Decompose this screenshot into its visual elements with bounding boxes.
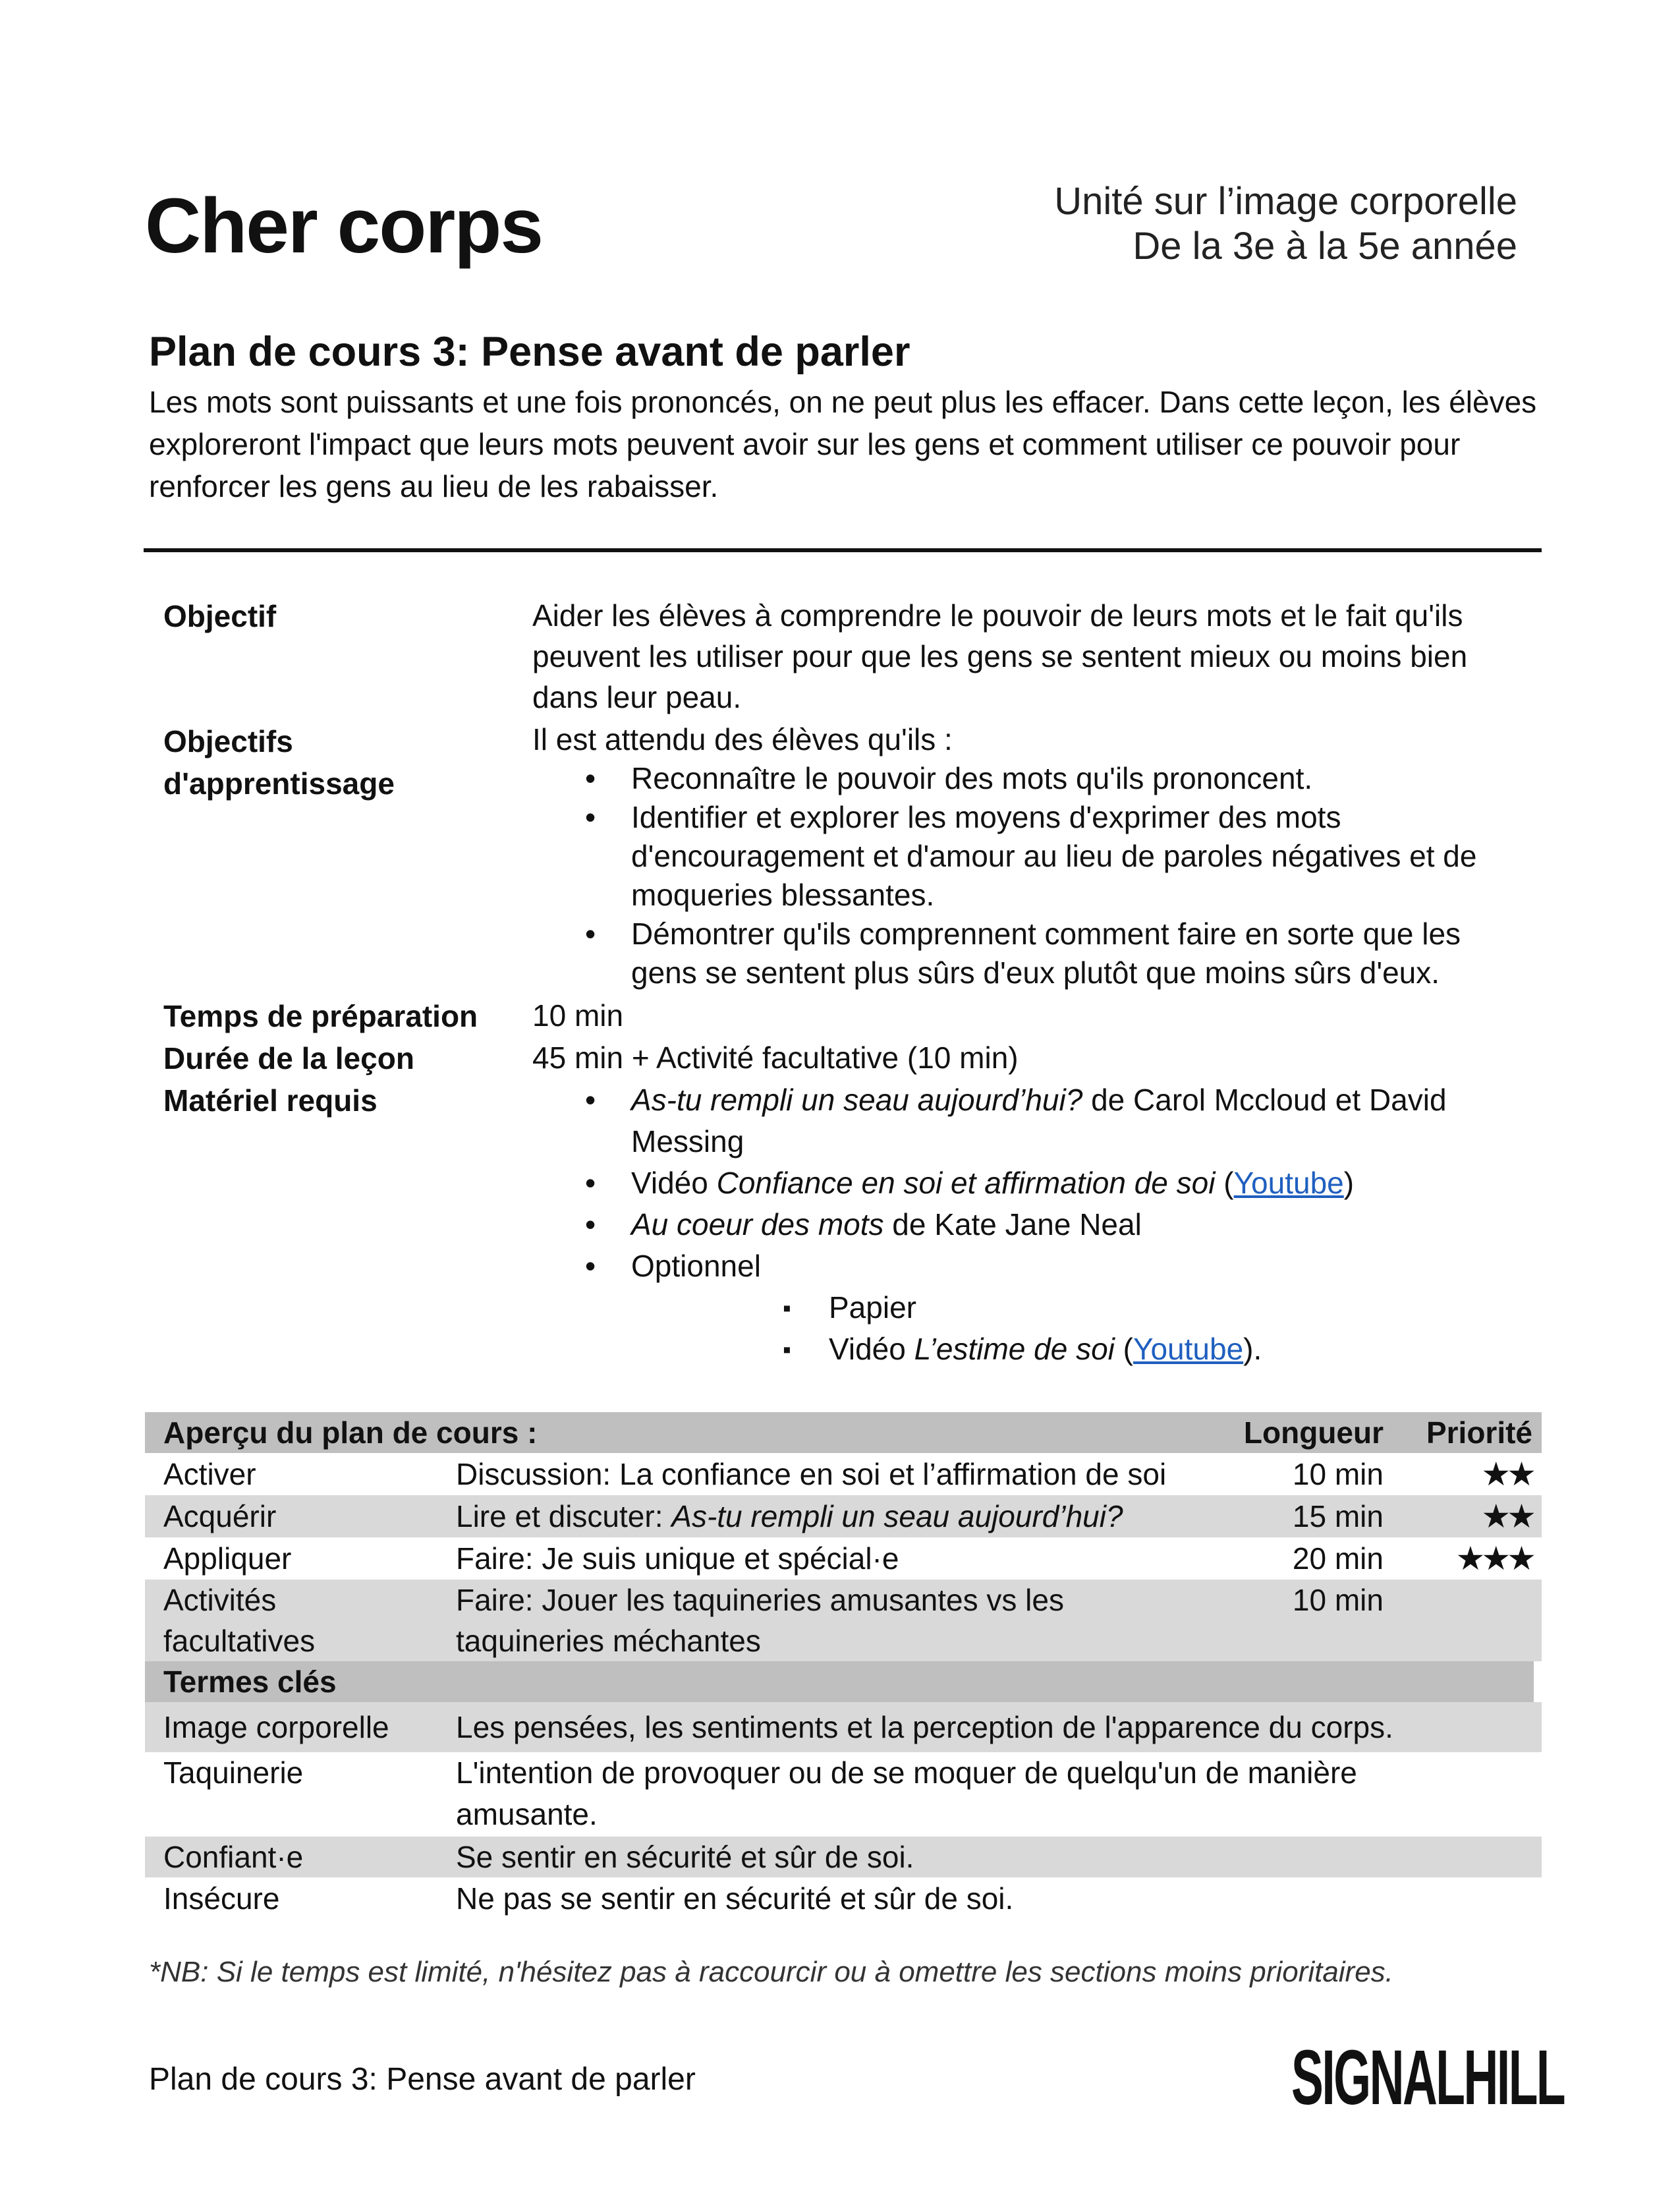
book-authors: de Carol Mccloud et David Messing xyxy=(631,1083,1447,1158)
key-terms-heading: Termes clés xyxy=(163,1665,337,1699)
paren: ( xyxy=(1215,1166,1234,1200)
term-cell: Confiant·e xyxy=(163,1840,304,1874)
unit-info xyxy=(1054,179,1517,269)
phase-cell: Appliquer xyxy=(163,1541,292,1576)
footer-title: Plan de cours 3: Pense avant de parler xyxy=(149,2062,696,2097)
priority-stars-icon: ★★ xyxy=(1481,1498,1532,1535)
video-title: L’estime de soi xyxy=(914,1332,1115,1366)
overview-heading: Aperçu du plan de cours : xyxy=(163,1415,538,1450)
list-item: ▪ Papier xyxy=(532,1287,1534,1328)
learning-goals-label xyxy=(163,720,395,805)
phase-cell: Acquérir xyxy=(163,1499,277,1533)
material-prefix: Vidéo xyxy=(631,1166,717,1200)
document-title: Cher corps xyxy=(145,183,542,270)
table-header-row xyxy=(145,1412,1542,1453)
table-row xyxy=(145,1537,1542,1580)
description-text: Discussion: La confiance en soi et l’affirmation de soi xyxy=(456,1457,1167,1491)
objective-label: Objectif xyxy=(163,599,277,633)
description-cell xyxy=(456,1495,1326,1537)
definition-line: L'intention de provoquer ou de se moquer de quelqu'un de manière xyxy=(456,1755,1357,1790)
length-cell: 15 min xyxy=(1292,1499,1384,1533)
objective-text: Aider les élèves à comprendre le pouvoir de leurs mots et le fait qu'ils peuvent les utiliser pour que les gens se sentent mieux ou moins bien dans leur peau. xyxy=(532,598,1468,714)
book-title: As-tu rempli un seau aujourd’hui? xyxy=(631,1083,1083,1117)
paren: ) xyxy=(1343,1166,1355,1200)
book-authors: de Kate Jane Neal xyxy=(883,1207,1142,1241)
priority-note: *NB: Si le temps est limité, n'hésitez pas à raccourcir ou à omettre les sections moins prioritaires. xyxy=(149,1956,1393,1988)
list-item: • Identifier et explorer les moyens d'exprimer des mots d'encouragement et d'amour au lieu de paroles négatives et de moqueries blessantes. xyxy=(532,798,1534,915)
definition-cell: Les pensées, les sentiments et la perception de l'apparence du corps. xyxy=(456,1710,1393,1744)
material-prefix: Vidéo xyxy=(829,1332,914,1366)
description-text: Lire et discuter: xyxy=(456,1499,672,1533)
lesson-overview-table xyxy=(145,1412,1542,1920)
materials-label: Matériel requis xyxy=(163,1083,378,1118)
priority-stars-icon: ★★ xyxy=(1481,1456,1532,1493)
duration-value: 45 min + Activité facultative (10 min) xyxy=(532,1041,1019,1075)
list-item xyxy=(532,1079,1534,1162)
definition-cell: Se sentir en sécurité et sûr de soi. xyxy=(456,1840,914,1874)
table-row xyxy=(145,1702,1542,1752)
length-cell: 20 min xyxy=(1292,1541,1384,1576)
table-row xyxy=(145,1752,1542,1837)
book-title: As-tu rempli un seau aujourd’hui? xyxy=(671,1499,1123,1533)
list-item xyxy=(532,1162,1534,1204)
table-row xyxy=(145,1837,1542,1877)
prep-time-label: Temps de préparation xyxy=(163,999,478,1033)
materials-list xyxy=(532,1079,1534,1287)
optional-materials-list xyxy=(532,1287,1534,1370)
definition-cell xyxy=(456,1752,1536,1835)
lesson-intro: Les mots sont puissants et une fois prononcés, on ne peut plus les effacer. Dans cette leçon, les élèves exploreront l'impact que leurs mots peuvent avoir sur les gens et comment utiliser ce pouvoir pour renforcer les gens au lieu de les rabaisser. xyxy=(149,385,1537,503)
table-row xyxy=(145,1495,1542,1537)
length-column-header: Longueur xyxy=(1243,1415,1384,1450)
paren: ( xyxy=(1114,1332,1133,1366)
grade-range: De la 3e à la 5e année xyxy=(1133,225,1517,268)
priority-stars-icon: ★★★ xyxy=(1455,1540,1532,1577)
list-item xyxy=(532,1204,1534,1245)
description-text: Faire: Je suis unique et spécial·e xyxy=(456,1541,899,1576)
book-title: Au coeur des mots xyxy=(631,1207,884,1241)
list-item xyxy=(532,1328,1534,1370)
paren: ). xyxy=(1243,1332,1262,1366)
section-divider xyxy=(144,548,1542,552)
phase-cell: Activer xyxy=(163,1457,256,1491)
term-cell: Taquinerie xyxy=(163,1755,304,1790)
table-row xyxy=(145,1453,1542,1495)
length-cell: 10 min xyxy=(1292,1583,1384,1617)
definition-line: amusante. xyxy=(456,1797,598,1831)
description-cell xyxy=(456,1537,1326,1580)
description-cell xyxy=(456,1580,1326,1661)
list-item: • Reconnaître le pouvoir des mots qu'ils prononcent. xyxy=(532,759,1534,798)
unit-name: Unité sur l’image corporelle xyxy=(1054,180,1517,223)
youtube-link[interactable]: Youtube xyxy=(1133,1332,1244,1366)
optional-label: Optionnel xyxy=(631,1249,761,1283)
term-cell: Insécure xyxy=(163,1881,280,1916)
table-row xyxy=(145,1877,1542,1920)
description-line: Faire: Jouer les taquineries amusantes vs les xyxy=(456,1583,1064,1617)
phase-cell xyxy=(163,1580,315,1661)
learning-goals xyxy=(532,720,1534,992)
materials-list-block xyxy=(532,1079,1534,1370)
list-item xyxy=(532,1245,1534,1287)
list-item: • Démontrer qu'ils comprennent comment faire en sorte que les gens se sentent plus sûrs d'eux plutôt que moins sûrs d'eux. xyxy=(532,915,1534,992)
learning-goals-intro: Il est attendu des élèves qu'ils : xyxy=(532,722,953,756)
learning-goals-label-line2: d'apprentissage xyxy=(163,766,395,801)
phase-line: facultatives xyxy=(163,1624,316,1658)
learning-goals-label-line1: Objectifs xyxy=(163,724,293,758)
definition-cell: Ne pas se sentir en sécurité et sûr de soi. xyxy=(456,1881,1014,1916)
length-cell: 10 min xyxy=(1292,1457,1384,1491)
prep-time-value: 10 min xyxy=(532,998,624,1033)
phase-line: Activités xyxy=(163,1583,277,1617)
lesson-title: Plan de cours 3: Pense avant de parler xyxy=(149,329,910,375)
description-line: taquineries méchantes xyxy=(456,1624,761,1658)
description-cell xyxy=(456,1453,1326,1495)
term-cell: Image corporelle xyxy=(163,1710,389,1744)
terms-header-row xyxy=(145,1661,1534,1702)
video-title: Confiance en soi et affirmation de soi xyxy=(716,1166,1216,1200)
priority-column-header: Priorité xyxy=(1426,1415,1532,1450)
learning-goals-list xyxy=(532,759,1534,992)
table-row xyxy=(145,1580,1542,1661)
duration-label: Durée de la leçon xyxy=(163,1041,414,1075)
youtube-link[interactable]: Youtube xyxy=(1233,1166,1344,1200)
signalhill-logo: SIGNALHILL xyxy=(1291,2034,1565,2121)
